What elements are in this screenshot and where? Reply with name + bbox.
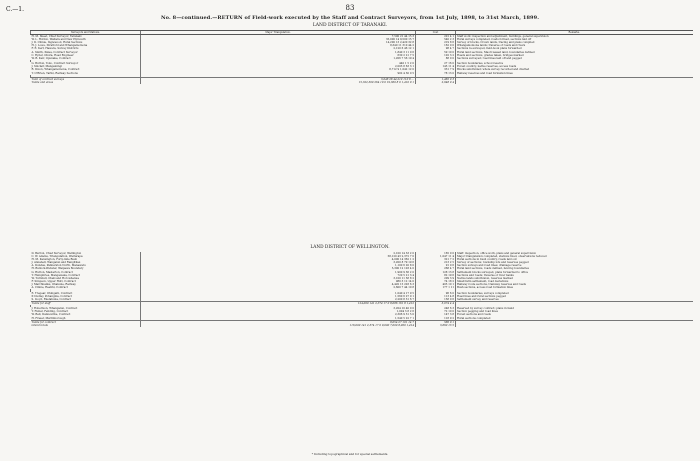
cost-value: 118 9 2: [416, 317, 456, 321]
col-cost: Cost: [416, 31, 456, 35]
cost-value: 59 10 0: [416, 51, 456, 54]
surveyor-name: E. Tregear, Ohingaiti, Contract: [31, 291, 73, 295]
footnote: * Including topographical and for special settlements.: [311, 452, 389, 456]
total-cost: 3,074 4 4: [416, 301, 456, 305]
section-heading-taranaki: LAND DISTRICT OF TARANAKI.: [312, 23, 388, 28]
cost-value: 158 0 6: [416, 298, 456, 302]
remarks-text: Rural sections completed: [456, 317, 693, 321]
remarks-text: Sections and roads; traverse of river banks: [456, 274, 693, 277]
surveyor-name: G. Burton, Toko, Contract Surveyor: [31, 62, 79, 66]
remarks-text: Forest sections and roads: [456, 313, 693, 316]
surveyor-name: H. M. Kensington, Forty-mile Bush: [31, 258, 78, 262]
col-remarks: Remarks.: [456, 31, 693, 35]
surveyor-name: A. Smith, Patea, Contract Surveyor: [31, 50, 78, 54]
figures: 35,000 14 9,500 15 7: [141, 38, 416, 41]
remarks-text: Sections re-surveyed, field-book plans forwarded: [456, 47, 693, 50]
total-label: Totals for contract: [31, 320, 141, 324]
figures: 1,206 7 56 19 4: [141, 57, 416, 60]
total-cost: 1,482 0 3: [416, 78, 456, 82]
cost-value: 213 2 5: [416, 261, 456, 264]
surveyor-name: S. Lloyd, Eketahuna, Contract: [31, 297, 72, 301]
cost-value: 1,047 11 4: [416, 255, 456, 258]
surveyor-name: W. L. Hutton, Waitara and New Plymouth: [31, 38, 86, 42]
total-label: Grand totals: [31, 323, 48, 327]
surveyor-name: H. Fraser, Martinborough: [31, 316, 66, 320]
remarks-text: Section surveys and road lines; drainage reserve: [456, 264, 693, 267]
figures: 2,120 6 46 12 1: [141, 47, 416, 50]
surveyor-name: H. Bullock-Webster, Waipawa Boundary: [31, 267, 84, 271]
figures: 1,540 5 22 7 1: [141, 317, 416, 321]
remarks-text: Railway route sections, tramway reserves and roads: [456, 283, 693, 286]
total-figures: 124,000 141 2,374 17 0 8,086 161 8 1,412: [141, 301, 416, 305]
surveyor-name: J. Annabell, Wanganui and Rangitikei: [31, 261, 81, 265]
figures: 630 2 21 7 5: [141, 54, 416, 57]
section-heading-wellington: LAND DISTRICT OF WELLINGTON.: [310, 245, 390, 250]
remarks-text: Forest country, native reserves, access roads: [456, 65, 693, 68]
figures: 1,040 4 17 9 5: [141, 292, 416, 295]
figures: 8,712 9 1,042 12 0: [141, 68, 416, 71]
cost-value: 72 10 0: [416, 310, 456, 313]
total-label: Totals for staff: [31, 301, 141, 305]
cost-value: 74 18 2: [416, 280, 456, 283]
surveyor-name: G. Hutton, Masterton, Contract: [31, 270, 73, 274]
surveyor-name: C. W. Adams, Triangulation, Wairarapa: [31, 255, 83, 259]
surveyor-name: P. Dudley, Pohangina, Contract: [31, 294, 72, 298]
total-label: Total of contract surveys: [31, 78, 141, 82]
cost-value: 331 7 9: [416, 68, 456, 71]
remarks-text: Section pegging and road lines: [456, 310, 693, 313]
figures: 980 3 12 14 0: [141, 280, 416, 283]
cost-value: 102 3 2: [416, 54, 456, 57]
figures: 1,840 3 11 0 6: [141, 51, 416, 54]
surveyor-name: T. Humphries, Mangaweka, Contract: [31, 273, 80, 277]
remarks-text: Small farm settlement, road deviations: [456, 280, 693, 283]
total-row: [31, 324, 693, 327]
figures: 3,100 11 58 8 2: [141, 277, 416, 280]
total-figures: 116,000 141 2,374 17 0 9,000 7,000 8,000 1,414: [141, 324, 416, 327]
surveyor-name: T. Fisher, Feilding, Contract: [31, 310, 69, 314]
remarks-text: Settlement survey and reserves: [456, 298, 693, 302]
remarks-text: Road lines and rural sections pegged: [456, 295, 693, 298]
surveyor-name: J. Marchbanks, Ohakune, Railway: [31, 282, 76, 286]
cost-value: 147 3 8: [416, 313, 456, 316]
cost-value: 96 6 0: [416, 292, 456, 295]
figures: 720 5 21 3 4: [141, 274, 416, 277]
surveyor-name: W. Bell, Dannevirke, Contract: [31, 313, 71, 317]
total-row: [31, 81, 693, 84]
surveyor-name: R. Dixon, Whangamomona, Contract: [31, 68, 80, 72]
cost-value: 82 19 6: [416, 274, 456, 277]
remarks-text: Sections surveyed; road lines laid off and pegged: [456, 57, 693, 60]
document-tag: C.—1.: [6, 6, 25, 13]
figures: 3,204 10 40 0 0: [141, 307, 416, 310]
remarks-text: Rural sections in bush country, roads laid out: [456, 258, 693, 261]
cost-value: 248 6 3: [416, 307, 456, 310]
cost-value: 268 4 7: [416, 267, 456, 270]
wellington-table: [30, 252, 693, 327]
cost-value: 540 2 3: [416, 38, 456, 41]
col-surveyors: Surveyors and Stations.: [31, 31, 141, 35]
remarks-blank: [456, 81, 693, 84]
remarks-text: Reserved by survey contract; plans in hand: [456, 307, 693, 310]
cost-value: 321 7 2: [416, 258, 456, 261]
cost-value: 165 0 0: [416, 252, 456, 255]
surveyor-name: H. M. Skeet, Chief Surveyor, Taranaki: [31, 35, 82, 39]
figures: 5,300 12 103 4 0: [141, 267, 416, 270]
total-figures: 3,048 28 44,210 110 8 ...: [141, 78, 416, 82]
page-number: 83: [345, 4, 355, 12]
taranaki-table: [30, 30, 693, 84]
cost-value: 78 13 0: [416, 72, 456, 75]
remarks-text: Survey of blocks, Crown lands, tracing and plans compiled: [456, 41, 693, 44]
figures: 2,306 9 31 5 0: [141, 313, 416, 316]
figures: 8,340 11 310 44 2: [141, 44, 416, 47]
surveyor-name: J. Robertson, Whanganui, Contract: [31, 307, 78, 311]
remarks-text: Blocks subdivided; whole survey recorded and charted: [456, 68, 693, 71]
remarks-text: Section boundaries, school reserve: [456, 62, 693, 65]
cost-value: 162 0 0: [416, 44, 456, 47]
cost-value: 88 0 0: [416, 57, 456, 60]
surveyor-name: W. Turnbull, Otaki and Horowhenua: [31, 276, 79, 280]
surveyor-name: F. E. Kerr, Hawera, Survey Districts: [31, 47, 79, 51]
cost-value: 98 4 7: [416, 47, 456, 50]
cost-value: 209 3 9: [416, 277, 456, 280]
remarks-text: Section boundaries, surveys completed: [456, 292, 693, 295]
total-label: Totals and areas: [31, 81, 54, 85]
surveyor-name: J. D. Climie, Inglewood, Rural Sections: [31, 41, 83, 45]
total-cost: 2,948 0 4: [416, 81, 456, 84]
cost-value: 27 16 0: [416, 62, 456, 65]
figures: 1,004 3 8 2 6: [141, 310, 416, 313]
remarks-text: Rural land sections, Maori leased land, boundaries defined: [456, 51, 693, 54]
cost-value: 91 0 6: [416, 264, 456, 267]
total-figures: 8,054 27 101 14 7: [141, 320, 416, 324]
cost-value: 177 1 11: [416, 286, 456, 289]
cost-value: 405 10 1: [416, 283, 456, 286]
cost-value: 128 13 8: [416, 271, 456, 274]
col-figures: Major Triangulation.: [141, 31, 416, 35]
figures: 2,200 8 31 6 7: [141, 298, 416, 302]
remarks-text: Railway reserves and road formation lines: [456, 72, 693, 75]
remarks-text: Staff: inspection, office work, plans and general supervision: [456, 252, 693, 255]
cost-value: 219 8 6: [416, 41, 456, 44]
remarks-text: Roads and sections, grades taken, bridges marked: [456, 54, 693, 57]
figures: 1,560 6 27 0 1: [141, 295, 416, 298]
figures: 2,003 8 63 3 1: [141, 65, 416, 68]
total-figures: 15,322,500 264 19 0 19,360 8 0 1,410 9 1: [141, 81, 416, 84]
figures: 58,120 43 2,372 7 0: [141, 255, 416, 258]
surveyor-name: W. B. Keir, Opunake, Contract: [31, 56, 71, 60]
figures: 4,000 14 362 1 2: [141, 258, 416, 261]
remarks-text: Bush sections, access road formation lines: [456, 286, 693, 289]
remarks-text: Rural land sections, roads defined, fencing boundaries: [456, 267, 693, 270]
figures: 440 1 5 2 0: [141, 62, 416, 65]
figures: 1,900 9 36 2 0: [141, 271, 416, 274]
surveyor-name: D. Barron, Chief Surveyor, Wellington: [31, 252, 82, 255]
cost-value: 145 11 4: [416, 65, 456, 68]
figures: 902 4 30 0 5: [141, 72, 416, 75]
surveyor-name: J. Sinclair, Mangamingi: [31, 65, 63, 69]
surveyor-name: F. Simpson, Upper Hutt, Contract: [31, 279, 76, 283]
figures: 1,100 6 20 8 0: [141, 264, 416, 267]
total-cost: 3,660 13 5: [416, 324, 456, 327]
figures: 3,200 8 79 19 6: [141, 261, 416, 264]
remarks-text: Major triangulation completed, stations fixed, observations reduced: [456, 255, 693, 258]
figures: 14,200 13 2,420 32 8: [141, 41, 416, 44]
remarks-text: Native lands subdivision, reserves marked: [456, 277, 693, 280]
surveyor-name: C. Ryder, Ohura, Road Engineer: [31, 53, 74, 57]
remarks-text: Whangamomona lands; traverse of roads and rivers: [456, 44, 693, 47]
remarks-text: Staff work: inspection and adjustment, buildings, general supervision: [456, 35, 693, 39]
return-title: No. 8—continued.—RETURN of Field-work executed by the Staff and Contract Surveyors, from 1st July, 1898, to 31st March, 1899.: [160, 15, 540, 21]
surveyor-name: A. Dundas, Palmerston North, Manawatu: [31, 264, 86, 268]
remarks-text: Survey of sections; township lots and reserves pegged: [456, 261, 693, 264]
total-cost: 586 9 1: [416, 320, 456, 324]
figures: 2,600 7 44 10 8: [141, 286, 416, 289]
cost-value: 201 4 1: [416, 35, 456, 39]
surveyor-name: H. J. Lowe, Stratford and Whangamomona: [31, 44, 88, 48]
cost-value: 113 4 8: [416, 295, 456, 298]
remarks-text: Settlement blocks surveyed, plans forwarded to office: [456, 271, 693, 274]
surveyor-name: T. O'Brien, Tariki, Railway Sections: [31, 71, 78, 75]
figures: 4,420 15 203 6 3: [141, 283, 416, 286]
remarks-text: Rural surveys completed, roads formed, sections laid off: [456, 38, 693, 41]
surveyor-name: A. Climie, Raetihi, Contract: [31, 286, 68, 290]
remarks-blank: [456, 324, 693, 327]
figures: 2,100 14 33 2 0: [141, 252, 416, 255]
figures: 7,500 21 44 15 3: [141, 35, 416, 39]
